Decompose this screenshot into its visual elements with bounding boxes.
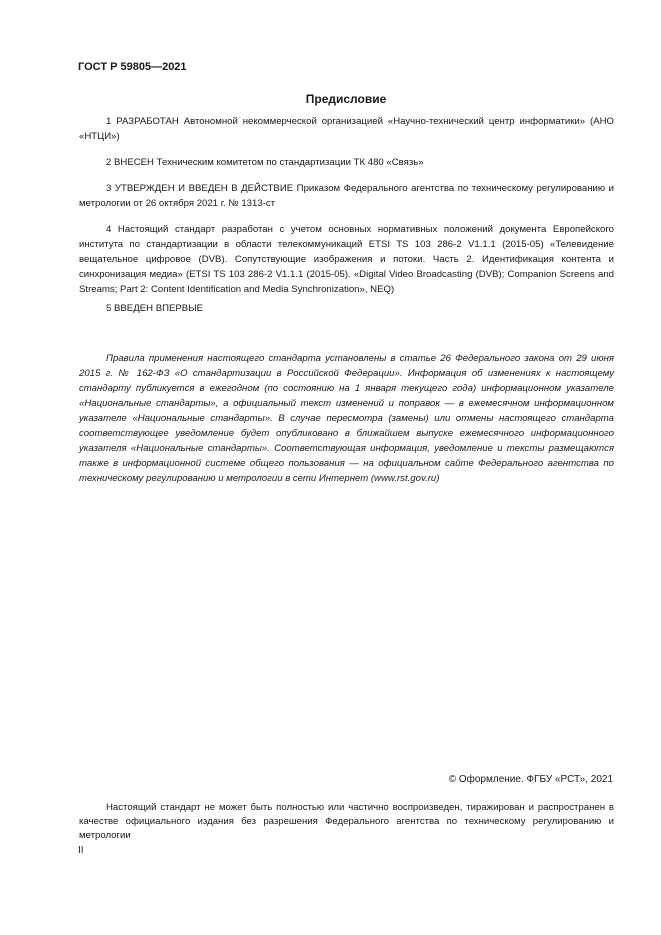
foreword-item-5: 5 ВВЕДЕН ВПЕРВЫЕ [106,303,204,314]
foreword-item-1: 1 РАЗРАБОТАН Автономной некоммерческой организацией «Научно-технический центр информатики» (АНО «НТЦИ») [79,116,614,142]
legal-notice: Настоящий стандарт не может быть полностью или частично воспроизведен, тиражирован и распространен в качестве официального издания без разрешения Федерального агентства по техническому регулированию и метрологии [79,802,614,841]
copyright-notice: © Оформление. ФГБУ «РСТ», 2021 [448,774,613,785]
foreword-item-2: 2 ВНЕСЕН Техническим комитетом по стандартизации ТК 480 «Связь» [106,157,424,168]
page-title: Предисловие [305,92,387,106]
application-notice: Правила применения настоящего стандарта установлены в статье 26 Федерального закона от 29 июня 2015 г. № 162-ФЗ «О стандартизации в Российской Федерации». Информация об изменениях к настоящему стандарту публикуется в ежегодном (по состоянию на 1 января текущего года) информационном указателе «Национальные стандарты», а официальный текст изменений и поправок — в ежемесячном информационном указателе «Национальные стандарты». В случае пересмотра (замены) или отмены настоящего стандарта соответствующее уведомление будет опубликовано в ближайшем выпуске ежемесячного информационного указателя «Национальные стандарты». Соответствующая информация, уведомление и тексты размещаются также в информационной системе общего пользования — на официальном сайте Федерального агентства по техническому регулированию и метрологии в сети Интернет (www.rst.gov.ru) [79,353,614,484]
foreword-item-3: 3 УТВЕРЖДЕН И ВВЕДЕН В ДЕЙСТВИЕ Приказом Федерального агентства по техническому регулированию и метрологии от 26 октября 2021 г. № 1313-ст [79,183,614,209]
foreword-item-4: 4 Настоящий стандарт разработан с учетом основных нормативных положений документа Европейского института по стандартизации в области телекоммуникаций ETSI TS 103 286-2 V1.1.1 (2015-05) «Телевидение вещательное цифровое (DVB). Сопутствующие изображения и потоки. Часть 2. Идентификация контента и синхронизация медиа» (ETSI TS 103 286-2 V1.1.1 (2015-05). «Digital Video Broadcasting (DVB); Companion Screens and Streams; Part 2: Content Identification and Media Synchronization», NEQ) [79,224,614,295]
page-number: II [78,845,84,856]
standard-code: ГОСТ Р 59805—2021 [78,61,187,73]
